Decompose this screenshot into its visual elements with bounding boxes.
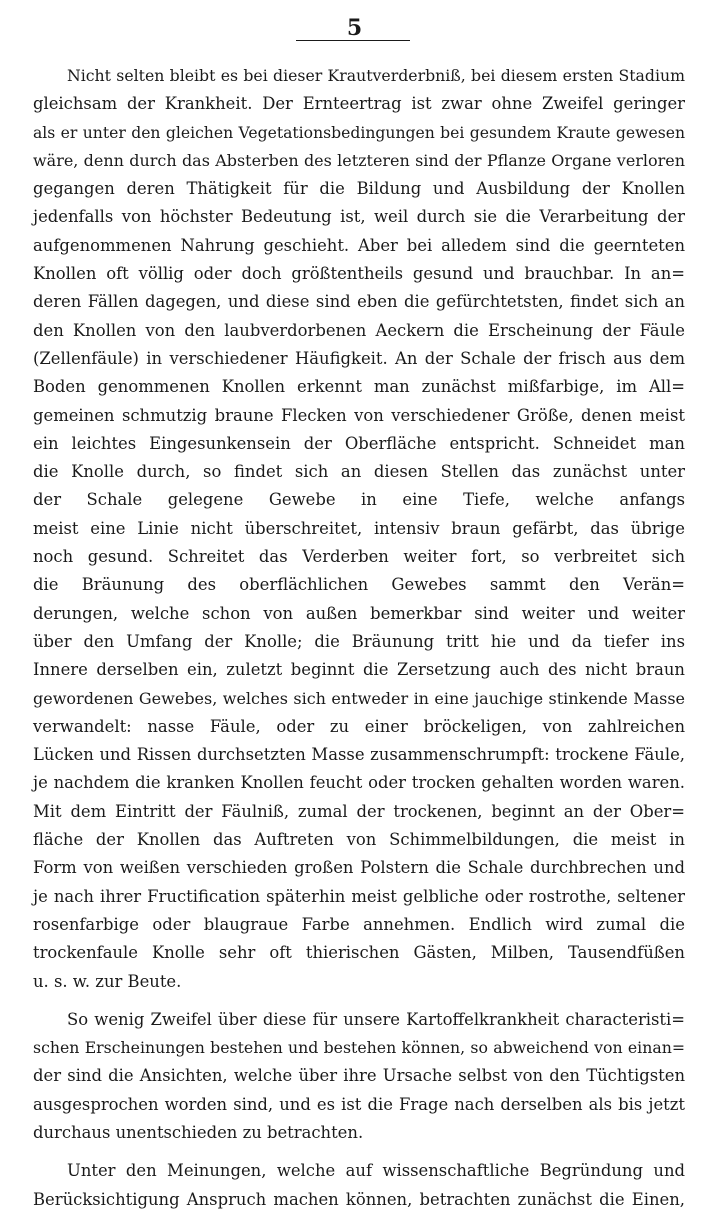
paragraph-2: [33, 1006, 685, 1147]
text-line: den Knollen von den laubverdorbenen Aeckern die Erscheinung der Fäule: [33, 320, 685, 340]
text-line: die Bräunung des oberflächlichen Gewebes sammt den Verän=: [33, 575, 685, 595]
text-line: ausgesprochen worden sind, und es ist die Frage nach derselben als bis jetzt: [33, 1094, 685, 1114]
text-line: der Schale gelegene Gewebe in eine Tiefe, welche anfangs: [33, 490, 685, 510]
text-line: gewordenen Gewebes, welches sich entweder in eine jauchige stinkende Masse: [33, 688, 685, 708]
text-line: derungen, welche schon von außen bemerkbar sind weiter und weiter: [33, 603, 685, 623]
text-line: schen Erscheinungen bestehen und bestehen können, so abweichend von einan=: [33, 1038, 685, 1058]
text-line: die Knolle durch, so findet sich an diesen Stellen das zunächst unter: [33, 462, 685, 482]
text-line: als er unter den gleichen Vegetationsbedingungen bei gesundem Kraute gewesen: [33, 123, 685, 142]
text-line: gemeinen schmutzig braune Flecken von verschiedener Größe, denen meist: [33, 405, 685, 425]
text-line: über den Umfang der Knolle; die Bräunung tritt hie und da tiefer ins: [33, 631, 685, 651]
text-line: So wenig Zweifel über diese für unsere Kartoffelkrankheit characteristi=: [67, 1009, 685, 1029]
text-line: Berücksichtigung Anspruch machen können, betrachten zunächst die Einen,: [33, 1189, 685, 1209]
text-line: meist eine Linie nicht überschreitet, intensiv braun gefärbt, das übrige: [33, 518, 685, 538]
page-number: 5: [346, 15, 363, 41]
text-line: ein leichtes Eingesunkensein der Oberfläche entspricht. Schneidet man: [33, 433, 685, 453]
text-line: (Zellenfäule) in verschiedener Häufigkeit. An der Schale der frisch aus dem: [33, 348, 685, 368]
text-line: aufgenommenen Nahrung geschieht. Aber bei alledem sind die geernteten: [33, 235, 685, 255]
text-line: Boden genommenen Knollen erkennt man zunächst mißfarbige, im All=: [33, 377, 685, 397]
text-line: Mit dem Eintritt der Fäulniß, zumal der trockenen, beginnt an der Ober=: [33, 801, 685, 821]
text-line: fläche der Knollen das Auftreten von Schimmelbildungen, die meist in: [33, 830, 685, 850]
paragraph-1: [33, 62, 685, 996]
text-line: wäre, denn durch das Absterben des letzteren sind der Pflanze Organe verloren: [33, 150, 685, 170]
paragraph-3: [33, 1157, 685, 1214]
text-line: deren Fällen dagegen, und diese sind eben die gefürchtetsten, findet sich an: [33, 292, 685, 312]
text-line: trockenfaule Knolle sehr oft thierischen Gästen, Milben, Tausendfüßen: [33, 943, 685, 963]
body-text: [33, 62, 685, 1214]
paragraph-gap: [33, 996, 685, 1006]
text-line: Unter den Meinungen, welche auf wissenschaftliche Begründung und: [67, 1161, 685, 1181]
text-line: rosenfarbige oder blaugraue Farbe annehmen. Endlich wird zumal die: [33, 914, 685, 934]
text-line: Nicht selten bleibt es bei dieser Krautverderbniß, bei diesem ersten Stadium: [67, 66, 685, 85]
text-line: Innere derselben ein, zuletzt beginnt die Zersetzung auch des nicht braun: [33, 660, 685, 680]
text-line: der sind die Ansichten, welche über ihre Ursache selbst von den Tüchtigsten: [33, 1066, 685, 1086]
text-line: verwandelt: nasse Fäule, oder zu einer bröckeligen, von zahlreichen: [33, 716, 685, 736]
paragraph-gap: [33, 1147, 685, 1157]
text-line: gegangen deren Thätigkeit für die Bildung und Ausbildung der Knollen: [33, 179, 685, 199]
text-line: noch gesund. Schreitet das Verderben weiter fort, so verbreitet sich: [33, 547, 685, 567]
header-rule: [296, 40, 410, 41]
text-line: u. s. w. zur Beute.: [33, 971, 182, 991]
text-line: jedenfalls von höchster Bedeutung ist, weil durch sie die Verarbeitung der: [33, 207, 685, 227]
text-line: Lücken und Rissen durchsetzten Masse zusammenschrumpft: trockene Fäule,: [33, 745, 685, 765]
text-line: gleichsam der Krankheit. Der Ernteertrag ist zwar ohne Zweifel geringer: [33, 94, 685, 114]
text-line: durchaus unentschieden zu betrachten.: [33, 1122, 364, 1142]
text-line: je nach ihrer Fructification späterhin meist gelbliche oder rostrothe, seltener: [33, 886, 685, 906]
text-line: Knollen oft völlig oder doch größtentheils gesund und brauchbar. In an=: [33, 264, 685, 284]
text-line: Form von weißen verschieden großen Polstern die Schale durchbrechen und: [33, 858, 685, 878]
text-line: je nachdem die kranken Knollen feucht oder trocken gehalten worden waren.: [33, 773, 685, 793]
